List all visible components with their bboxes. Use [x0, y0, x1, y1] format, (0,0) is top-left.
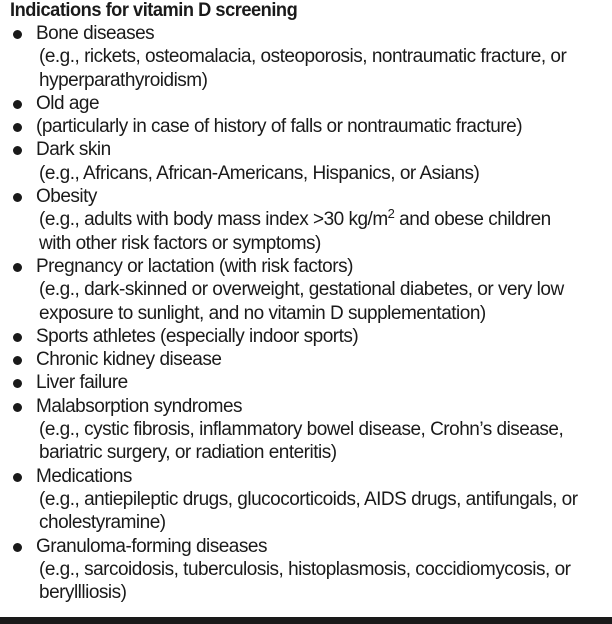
item-detail: (e.g., antiepileptic drugs, glucocorticoids, AIDS drugs, antifungals, or: [39, 488, 578, 510]
list-item: [10, 185, 606, 255]
item-detail: (e.g., Africans, African-Americans, Hispanics, or Asians): [39, 162, 480, 184]
bullet-icon: [13, 333, 22, 342]
list-item: [10, 255, 606, 325]
item-label: Pregnancy or lactation (with risk factors): [36, 255, 353, 277]
item-detail: (e.g., dark-skinned or overweight, gestational diabetes, or very low: [39, 279, 564, 301]
bottom-rule: [0, 617, 612, 624]
item-label: Medications: [36, 465, 132, 487]
item-detail: bariatric surgery, or radiation enteritis): [39, 442, 337, 464]
bullet-icon: [13, 123, 22, 132]
list-item: [10, 22, 606, 92]
item-label: Obesity: [36, 186, 97, 208]
item-detail: exposure to sunlight, and no vitamin D supplementation): [39, 302, 486, 324]
list-item: [10, 395, 606, 465]
list-item: [10, 92, 606, 115]
superscript: 2: [387, 206, 395, 222]
list-item: [10, 465, 606, 535]
item-detail: (e.g., sarcoidosis, tuberculosis, histoplasmosis, coccidiomycosis, or: [39, 558, 571, 580]
item-label: Bone diseases: [36, 23, 155, 44]
item-detail-text: (e.g., adults with body mass index >30 kg/m: [39, 209, 388, 231]
item-detail: (e.g., rickets, osteomalacia, osteoporosis, nontraumatic fracture, or: [39, 46, 567, 68]
item-detail: [36, 208, 606, 231]
item-label: Malabsorption syndromes: [36, 395, 243, 417]
bullet-icon: [13, 100, 22, 109]
page-title: Indications for vitamin D screening: [10, 0, 298, 21]
list-item: [10, 535, 606, 605]
item-detail: with other risk factors or symptoms): [39, 232, 321, 254]
bullet-icon: [13, 403, 22, 412]
item-label: Liver failure: [36, 372, 128, 394]
list-item: [10, 138, 606, 185]
list-item: [10, 325, 606, 348]
bullet-icon: [13, 30, 22, 39]
list-item: [10, 348, 606, 371]
item-detail: hyperparathyroidism): [39, 69, 208, 91]
item-detail: (e.g., cystic fibrosis, inflammatory bowel disease, Crohn’s disease,: [39, 419, 564, 441]
document: [10, 0, 606, 604]
item-detail: beryllliosis): [39, 582, 127, 604]
list-item: [10, 115, 606, 138]
item-label: Sports athletes (especially indoor sports): [36, 325, 359, 347]
item-detail-suffix: and obese children: [394, 209, 551, 231]
item-label: (particularly in case of history of falls or nontraumatic fracture): [36, 116, 523, 138]
item-detail: cholestyramine): [39, 512, 166, 534]
item-label: Dark skin: [36, 139, 111, 161]
bullet-icon: [13, 263, 22, 272]
bullet-icon: [13, 543, 22, 552]
indication-list: [10, 22, 606, 604]
bullet-icon: [13, 146, 22, 155]
bullet-icon: [13, 356, 22, 365]
item-label: Chronic kidney disease: [36, 349, 222, 371]
item-label: Granuloma-forming diseases: [36, 535, 267, 557]
bullet-icon: [13, 473, 22, 482]
bullet-icon: [13, 379, 22, 388]
item-label: Old age: [36, 92, 100, 114]
list-item: [10, 371, 606, 394]
bullet-icon: [13, 193, 22, 202]
